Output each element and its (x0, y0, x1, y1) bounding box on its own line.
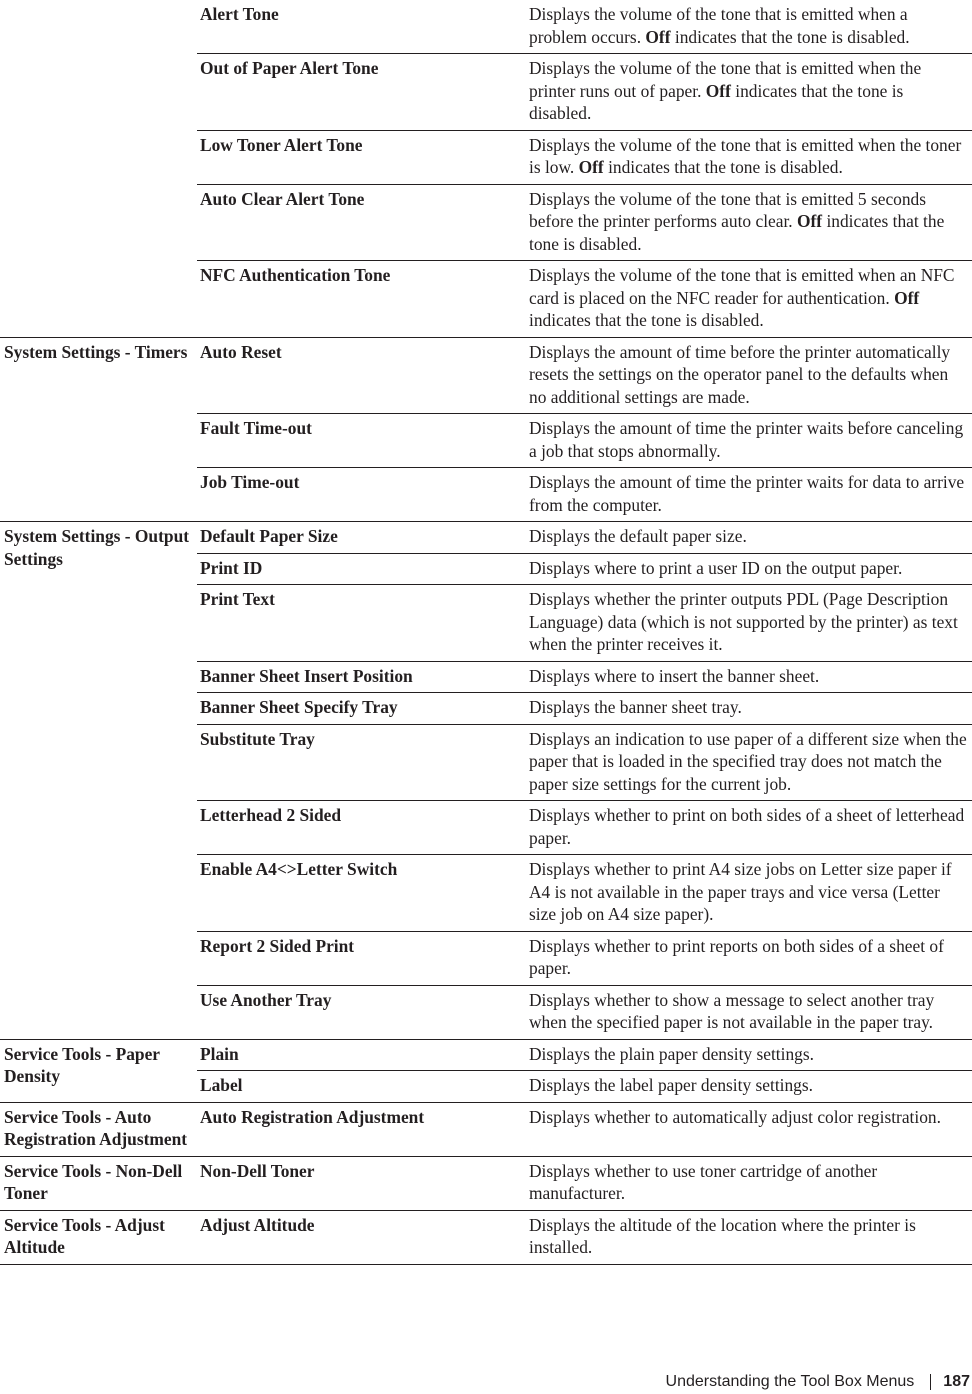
category-cell: Service Tools - Adjust Altitude (0, 1210, 197, 1264)
description-text: Displays the banner sheet tray. (529, 697, 742, 717)
category-cell (0, 0, 197, 337)
setting-description (523, 414, 972, 468)
setting-name: Print Text (197, 585, 523, 662)
table-row (0, 337, 972, 414)
setting-description (523, 0, 972, 54)
description-text: Displays the label paper density settings. (529, 1075, 813, 1095)
emphasis-text: Off (578, 157, 604, 177)
setting-name: Job Time-out (197, 468, 523, 522)
emphasis-text: Off (796, 211, 823, 231)
setting-description (523, 261, 972, 338)
setting-name: NFC Authentication Tone (197, 261, 523, 338)
setting-description (523, 693, 972, 725)
description-text: Displays the plain paper density settings. (529, 1043, 814, 1064)
description-text: Displays the volume of the tone that is emitted when the toner is low. (529, 134, 962, 177)
description-text: Displays the volume of the tone that is emitted when an NFC card is placed on the NFC reader for authentication. (529, 265, 955, 308)
setting-description (523, 130, 972, 184)
setting-description (523, 1210, 972, 1264)
description-text: Displays whether the printer outputs PDL (Page Description Language) data (which is not supported by the printer) as text when the printer receives it. (529, 589, 958, 654)
setting-description (523, 468, 972, 522)
description-text: indicates that the tone is disabled. (603, 157, 843, 177)
table-row (0, 1102, 972, 1156)
setting-name: Auto Reset (197, 337, 523, 414)
setting-name: Out of Paper Alert Tone (197, 54, 523, 131)
setting-name: Low Toner Alert Tone (197, 130, 523, 184)
description-text: Displays whether to use toner cartridge of another manufacturer. (529, 1160, 878, 1203)
setting-description (523, 855, 972, 932)
emphasis-text: Off (645, 26, 671, 47)
table-row (0, 522, 972, 554)
category-cell: Service Tools - Paper Density (0, 1039, 197, 1102)
category-cell: Service Tools - Non-Dell Toner (0, 1156, 197, 1210)
footer-divider (930, 1374, 931, 1390)
category-cell: System Settings - Timers (0, 337, 197, 522)
description-text: Displays whether to automatically adjust color registration. (529, 1106, 941, 1127)
description-text: Displays the volume of the tone that is emitted 5 seconds before the printer performs auto clear. (529, 188, 927, 231)
setting-description (523, 661, 972, 693)
description-text: Displays the volume of the tone that is emitted when a problem occurs. (529, 4, 908, 47)
description-text: Displays where to print a user ID on the output paper. (529, 557, 903, 578)
setting-name: Default Paper Size (197, 522, 523, 554)
description-text: Displays whether to print reports on both sides of a sheet of paper. (529, 935, 944, 978)
setting-name: Report 2 Sided Print (197, 931, 523, 985)
setting-description (523, 553, 972, 585)
setting-description (523, 1071, 972, 1103)
setting-name: Banner Sheet Specify Tray (197, 693, 523, 725)
category-cell: Service Tools - Auto Registration Adjustment (0, 1102, 197, 1156)
description-text: indicates that the tone is disabled. (529, 211, 945, 254)
description-text: Displays the amount of time before the printer automatically resets the settings on the operator panel to the defaults when no additional settings are made. (529, 341, 951, 407)
emphasis-text: Off (705, 80, 731, 101)
setting-name: Enable A4<>Letter Switch (197, 855, 523, 932)
setting-description (523, 184, 972, 261)
page-footer (666, 1370, 972, 1394)
setting-description (523, 1156, 972, 1210)
chapter-title: Understanding the Tool Box Menus (665, 1373, 915, 1390)
setting-description (523, 1039, 972, 1071)
setting-name: Use Another Tray (197, 985, 523, 1039)
description-text: Displays whether to print on both sides of a sheet of letterhead paper. (529, 805, 965, 848)
setting-description (523, 54, 972, 131)
description-text: indicates that the tone is disabled. (670, 26, 910, 47)
setting-description (523, 337, 972, 414)
table-row (0, 1210, 972, 1264)
setting-name: Print ID (197, 553, 523, 585)
setting-description (523, 931, 972, 985)
description-text: Displays whether to print A4 size jobs on Letter size paper if A4 is not available in the paper trays and vice versa (Letter size job on A4 size paper). (529, 859, 952, 924)
description-text: indicates that the tone is disabled. (529, 80, 904, 123)
description-text: indicates that the tone is disabled. (529, 310, 764, 330)
description-text: Displays the amount of time the printer waits before canceling a job that stops abnormally. (529, 418, 964, 461)
setting-description (523, 724, 972, 801)
setting-name: Plain (197, 1039, 523, 1071)
setting-name: Fault Time-out (197, 414, 523, 468)
description-text: Displays whether to show a message to select another tray when the specified paper is not available in the paper tray. (529, 989, 935, 1032)
setting-description (523, 1102, 972, 1156)
description-text: Displays where to insert the banner sheet. (529, 665, 820, 686)
table-row (0, 1156, 972, 1210)
setting-name: Non-Dell Toner (197, 1156, 523, 1210)
description-text: Displays an indication to use paper of a different size when the paper that is loaded in the specified tray does not match the paper size settings for the current job. (529, 728, 967, 794)
setting-name: Auto Clear Alert Tone (197, 184, 523, 261)
setting-name: Alert Tone (197, 0, 523, 54)
setting-name: Adjust Altitude (197, 1210, 523, 1264)
description-text: Displays the default paper size. (529, 526, 747, 546)
setting-description (523, 585, 972, 662)
setting-name: Substitute Tray (197, 724, 523, 801)
emphasis-text: Off (894, 287, 920, 308)
setting-description (523, 985, 972, 1039)
setting-description (523, 801, 972, 855)
description-text: Displays the volume of the tone that is emitted when the printer runs out of paper. (529, 58, 922, 101)
setting-name: Banner Sheet Insert Position (197, 661, 523, 693)
description-text: Displays the altitude of the location where the printer is installed. (529, 1214, 916, 1257)
setting-name: Letterhead 2 Sided (197, 801, 523, 855)
table-row (0, 0, 972, 54)
table-row (0, 1039, 972, 1071)
page-number: 187 (943, 1373, 970, 1390)
description-text: Displays the amount of time the printer waits for data to arrive from the computer. (529, 472, 965, 515)
setting-name: Auto Registration Adjustment (197, 1102, 523, 1156)
setting-name: Label (197, 1071, 523, 1103)
setting-description (523, 522, 972, 554)
category-cell: System Settings - Output Settings (0, 522, 197, 1040)
